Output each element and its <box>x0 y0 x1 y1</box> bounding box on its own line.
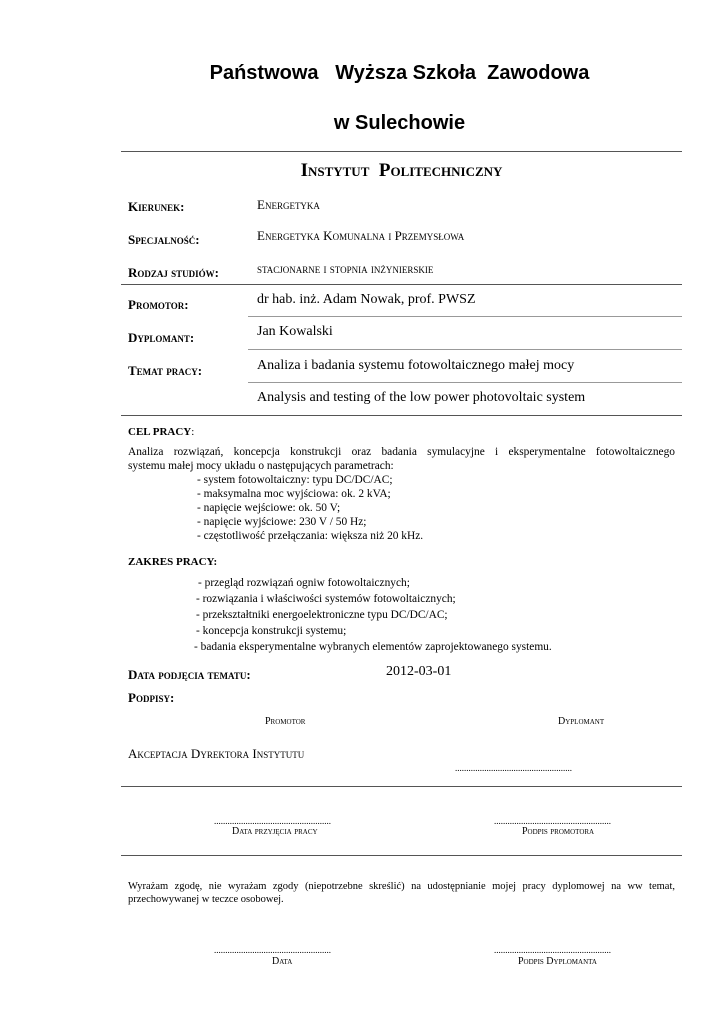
dyplomant-value: Jan Kowalski <box>257 324 333 339</box>
divider-after-temat <box>121 415 682 416</box>
cel-pracy-label: CEL PRACY <box>128 426 192 438</box>
data-podjecia-value: 2012-03-01 <box>386 664 452 679</box>
zgoda-line2: przechowywanej w teczce osobowej. <box>128 894 284 905</box>
data-podjecia-label: Data podjęcia tematu: <box>128 667 251 682</box>
podpis-dyplomanta-caption: Podpis Dyplomanta <box>518 956 597 967</box>
kierunek-label: Kierunek: <box>128 199 185 214</box>
data-przyjecia-signature-line: .................................................... <box>214 816 331 826</box>
divider-before-zgoda <box>121 855 682 856</box>
podpis-promotor-caption: Promotor <box>265 716 306 727</box>
akceptacja-dyrektora-label: Akceptacja Dyrektora Instytutu <box>128 746 305 761</box>
divider-promotor-dyplomant <box>248 316 682 317</box>
specjalnosc-value: Energetyka Komunalna i Przemysłowa <box>257 228 465 243</box>
cel-pracy-item: - maksymalna moc wyjściowa: ok. 2 kVA; <box>197 488 391 500</box>
zakres-pracy-item: - badania eksperymentalne wybranych elementów zaprojektowanego systemu. <box>194 641 552 653</box>
podpis-dyplomant-caption: Dyplomant <box>558 716 605 727</box>
podpis-promotora-caption: Podpis promotora <box>522 826 595 837</box>
cel-pracy-intro-line1: Analiza rozwiązań, koncepcja konstrukcji oraz badania symulacyjne i eksperymentalne fotowoltaicznego <box>128 446 675 458</box>
header-divider <box>121 151 682 152</box>
zakres-pracy-item: - przekształtniki energoelektroniczne typu DC/DC/AC; <box>196 609 448 621</box>
podpis-promotora-signature-line: .................................................... <box>494 816 611 826</box>
temat-pl-value: Analiza i badania systemu fotowoltaicznego małej mocy <box>257 358 575 373</box>
zgoda-line1: Wyrażam zgodę, nie wyrażam zgody (niepotrzebne skreślić) na udostępnianie mojej pracy dyplomowej na ww temat, <box>128 881 675 892</box>
specjalnosc-label: Specjalność: <box>128 232 200 247</box>
divider-after-akceptacja <box>121 786 682 787</box>
akceptacja-signature-line: .................................................... <box>455 763 572 773</box>
institute-name: Instytut Politechniczny <box>300 160 503 181</box>
divider-temat-pl-en <box>248 382 682 383</box>
cel-pracy-item: - system fotowoltaiczny: typu DC/DC/AC; <box>197 474 393 486</box>
kierunek-value: Energetyka <box>257 197 320 212</box>
cel-pracy-item: - napięcie wyjściowe: 230 V / 50 Hz; <box>197 516 367 528</box>
cel-pracy-item: - częstotliwość przełączania: większa niż 20 kHz. <box>197 530 424 542</box>
promotor-value: dr hab. inż. Adam Nowak, prof. PWSZ <box>257 292 476 307</box>
podpisy-label: Podpisy: <box>128 690 175 705</box>
cel-pracy-colon: : <box>191 426 195 438</box>
cel-pracy-heading <box>128 426 194 438</box>
dyplomant-label: Dyplomant: <box>128 330 195 345</box>
divider-before-promotor <box>121 284 682 285</box>
school-name: Państwowa Wyższa Szkoła Zawodowa <box>209 62 590 84</box>
zgoda-podpis-signature-line: .................................................... <box>494 945 611 955</box>
rodzaj-studiow-label: Rodzaj studiów: <box>128 265 219 280</box>
zakres-pracy-label: ZAKRES PRACY: <box>128 556 218 568</box>
cel-pracy-intro-line2: systemu małej mocy układu o następujących parametrach: <box>128 460 394 472</box>
divider-dyplomant-temat <box>248 349 682 350</box>
data-przyjecia-caption: Data przyjęcia pracy <box>232 826 318 837</box>
rodzaj-studiow-value: stacjonarne i stopnia inżynierskie <box>257 261 434 276</box>
temat-en-value: Analysis and testing of the low power photovoltaic system <box>257 390 586 405</box>
zakres-pracy-item: - przegląd rozwiązań ogniw fotowoltaicznych; <box>198 577 410 589</box>
zgoda-data-signature-line: .................................................... <box>214 945 331 955</box>
temat-label: Temat pracy: <box>128 363 203 378</box>
zakres-pracy-item: - koncepcja konstrukcji systemu; <box>196 625 347 637</box>
school-city: w Sulechowie <box>333 112 466 134</box>
cel-pracy-item: - napięcie wejściowe: ok. 50 V; <box>197 502 341 514</box>
zgoda-data-caption: Data <box>272 956 293 967</box>
promotor-label: Promotor: <box>128 297 189 312</box>
zakres-pracy-item: - rozwiązania i właściwości systemów fotowoltaicznych; <box>196 593 456 605</box>
